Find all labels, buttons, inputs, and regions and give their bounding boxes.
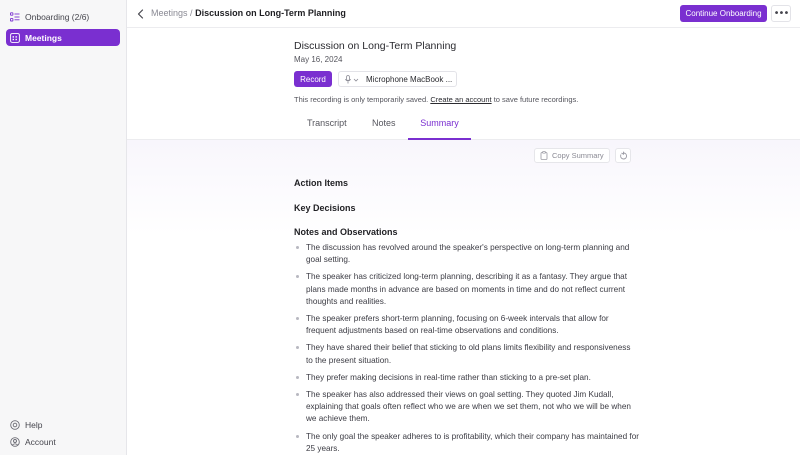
list-item: The speaker has criticized long-term planning, describing it as a fantasy. They argue that plans made months in advance are based on moments in time and do not reflect current thoughts and realities. [294, 271, 639, 308]
sidebar-item-meetings[interactable] [6, 29, 120, 46]
copy-summary-button[interactable] [534, 148, 610, 163]
sidebar-item-label: Onboarding (2/6) [25, 11, 90, 22]
list-item: They have shared their belief that sticking to old plans limits flexibility and responsiveness to the present situation. [294, 342, 639, 366]
tab-bar [127, 113, 800, 140]
help-icon [10, 420, 20, 430]
sidebar-item-help[interactable] [6, 416, 120, 433]
back-arrow-icon[interactable] [136, 7, 146, 19]
breadcrumb-separator: / [190, 8, 193, 18]
sidebar-item-label: Help [25, 419, 43, 430]
top-bar [127, 0, 800, 28]
create-account-link[interactable]: Create an account [430, 95, 492, 104]
recording-notice [294, 95, 578, 104]
microphone-label: Microphone MacBook ... [366, 74, 453, 84]
tab-summary[interactable]: Summary [408, 118, 471, 140]
breadcrumb [151, 8, 346, 18]
notice-text: This recording is only temporarily saved. [294, 95, 431, 104]
heading-notes-observations: Notes and Observations [294, 227, 398, 237]
heading-action-items: Action Items [294, 178, 349, 188]
notes-list [294, 242, 639, 455]
regenerate-button[interactable] [615, 148, 631, 163]
tab-notes[interactable]: Notes [372, 118, 396, 128]
list-item: The speaker prefers short-term planning, focusing on 6-week intervals that allow for frequent adjustments based on real-time observations and conditions. [294, 313, 639, 337]
checklist-icon [10, 12, 20, 22]
calendar-icon [10, 33, 20, 43]
record-button[interactable]: Record [294, 71, 332, 87]
regenerate-icon [619, 147, 628, 165]
breadcrumb-current: Discussion on Long-Term Planning [195, 8, 346, 18]
heading-key-decisions: Key Decisions [294, 203, 356, 213]
meeting-date: May 16, 2024 [294, 55, 343, 64]
sidebar [0, 0, 127, 455]
microphone-select[interactable] [338, 71, 457, 87]
page-title: Discussion on Long-Term Planning [294, 40, 457, 52]
breadcrumb-meetings[interactable]: Meetings [151, 8, 188, 18]
list-item: The discussion has revolved around the speaker's perspective on long-term planning and goal setting. [294, 242, 639, 266]
user-icon [10, 437, 20, 447]
sidebar-item-label: Account [25, 436, 56, 447]
summary-panel [127, 140, 800, 455]
list-item: The speaker has also addressed their views on goal setting. They quoted Jim Kudall, explaining that goals often reflect who we are when we set them, not who we will be when we achieve them. [294, 389, 639, 426]
copy-icon [540, 151, 548, 160]
tab-transcript[interactable]: Transcript [307, 118, 347, 128]
sidebar-item-onboarding[interactable] [6, 8, 120, 25]
list-item: The only goal the speaker adheres to is profitability, which their company has maintained for 25 years. [294, 431, 639, 455]
sidebar-item-label: Meetings [25, 32, 62, 43]
microphone-icon [344, 75, 352, 84]
more-icon: ••• [773, 8, 789, 19]
chevron-down-icon [353, 76, 359, 82]
list-item: They prefer making decisions in real-time rather than sticking to a pre-set plan. [294, 372, 639, 384]
sidebar-item-account[interactable] [6, 433, 120, 450]
more-options-button[interactable] [771, 5, 791, 22]
copy-summary-label: Copy Summary [552, 151, 604, 160]
continue-onboarding-button[interactable]: Continue Onboarding [680, 5, 767, 22]
notice-text-end: to save future recordings. [491, 95, 579, 104]
